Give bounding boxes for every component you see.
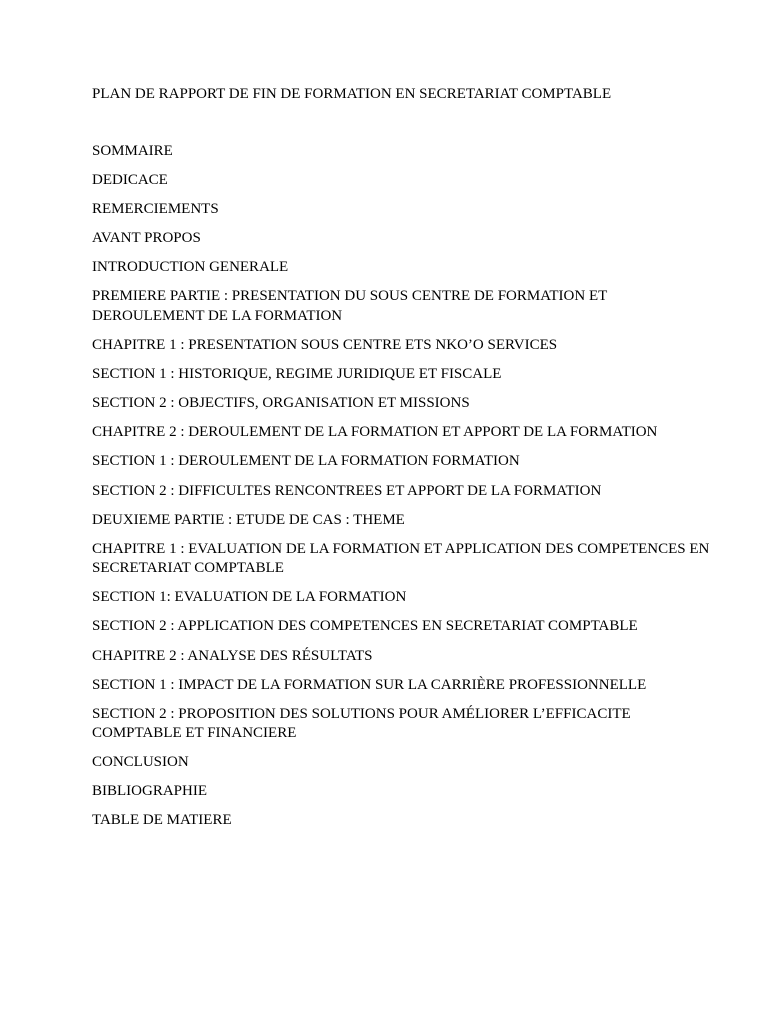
plan-item-part2-ch2-section-2: SECTION 2 : PROPOSITION DES SOLUTIONS POUR AMÉLIORER L’EFFICACITE COMPTABLE ET FINANCIERE [92,705,631,742]
plan-item-table-de-matiere: TABLE DE MATIERE [92,812,232,829]
plan-item-part1-ch2-section-2: SECTION 2 : DIFFICULTES RENCONTREES ET APPORT DE LA FORMATION [92,482,602,499]
plan-item-avant-propos: AVANT PROPOS [92,230,201,247]
plan-item-introduction: INTRODUCTION GENERALE [92,259,289,276]
plan-item-part2-chapitre-2: CHAPITRE 2 : ANALYSE DES RÉSULTATS [92,647,373,664]
plan-item-part2-chapitre-1: CHAPITRE 1 : EVALUATION DE LA FORMATION ET APPLICATION DES COMPETENCES EN SECRETARIAT COMPTABLE [92,540,710,577]
plan-item-part1-ch1-section-2: SECTION 2 : OBJECTIFS, ORGANISATION ET MISSIONS [92,395,470,412]
plan-list [92,142,712,841]
plan-item-part2-ch2-section-1: SECTION 1 : IMPACT DE LA FORMATION SUR LA CARRIÈRE PROFESSIONNELLE [92,676,647,693]
plan-item-dedicace: DEDICACE [92,172,168,189]
plan-item-sommaire: SOMMAIRE [92,143,173,159]
plan-item-part2-ch1-section-2: SECTION 2 : APPLICATION DES COMPETENCES EN SECRETARIAT COMPTABLE [92,618,638,635]
document-title: PLAN DE RAPPORT DE FIN DE FORMATION EN SECRETARIAT COMPTABLE [92,86,612,102]
plan-item-bibliographie: BIBLIOGRAPHIE [92,783,207,800]
plan-item-part1-ch2-section-1: SECTION 1 : DEROULEMENT DE LA FORMATION FORMATION [92,453,520,470]
plan-item-part1-chapitre-2: CHAPITRE 2 : DEROULEMENT DE LA FORMATION ET APPORT DE LA FORMATION [92,424,658,441]
plan-item-conclusion: CONCLUSION [92,754,189,771]
plan-item-premiere-partie: PREMIERE PARTIE : PRESENTATION DU SOUS CENTRE DE FORMATION ET DEROULEMENT DE LA FORMATION [92,288,608,324]
plan-item-deuxieme-partie: DEUXIEME PARTIE : ETUDE DE CAS : THEME [92,511,405,528]
plan-item-part2-ch1-section-1: SECTION 1: EVALUATION DE LA FORMATION [92,589,407,606]
plan-item-part1-ch1-section-1: SECTION 1 : HISTORIQUE, REGIME JURIDIQUE ET FISCALE [92,366,502,383]
plan-item-part1-chapitre-1: CHAPITRE 1 : PRESENTATION SOUS CENTRE ETS NKO’O SERVICES [92,337,558,354]
plan-item-remerciements: REMERCIEMENTS [92,201,219,218]
